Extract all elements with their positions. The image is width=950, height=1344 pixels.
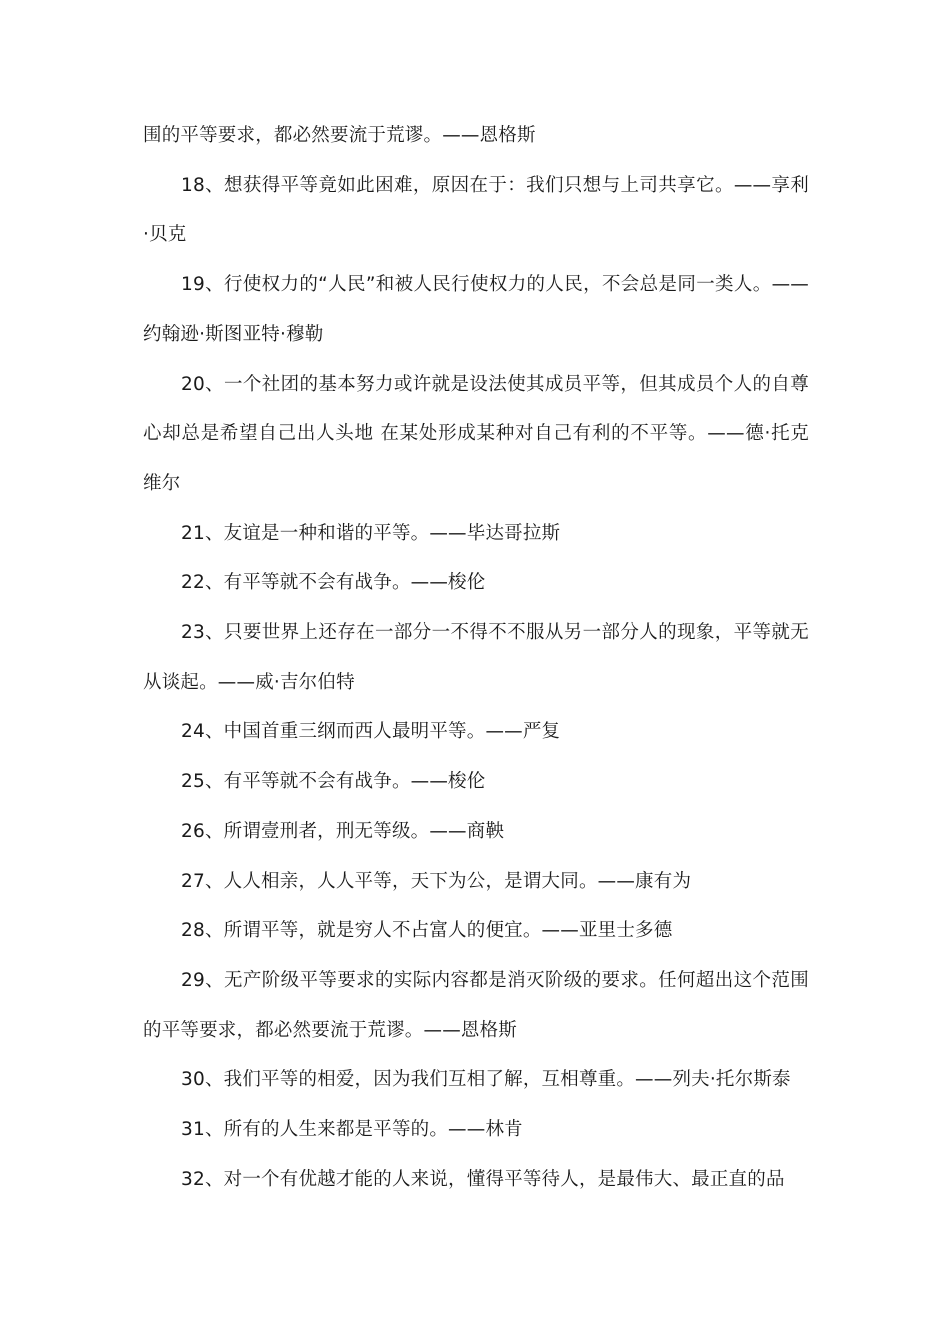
quote-item-25: 25、有平等就不会有战争。——梭伦 bbox=[181, 771, 486, 793]
quote-item-28: 28、所谓平等，就是穷人不占富人的便宜。——亚里士多德 bbox=[181, 920, 673, 942]
quote-item-31: 31、所有的人生来都是平等的。——林肯 bbox=[181, 1119, 523, 1141]
document-body bbox=[143, 111, 809, 1204]
paragraph-continuation: 围的平等要求，都必然要流于荒谬。——恩格斯 bbox=[143, 125, 536, 146]
quote-item-21: 21、友谊是一种和谐的平等。——毕达哥拉斯 bbox=[181, 522, 561, 544]
quote-item-20: 20、一个社团的基本努力或许就是设法使其成员平等，但其成员个人的自尊心却总是希望自己出人头地 在某处形成某种对自己有利的不平等。——德·托克维尔 bbox=[143, 373, 809, 494]
quote-item-29: 29、无产阶级平等要求的实际内容都是消灭阶级的要求。任何超出这个范围的平等要求，都必然要流于荒谬。——恩格斯 bbox=[143, 969, 809, 1041]
quote-item-19: 19、行使权力的“人民”和被人民行使权力的人民，不会总是同一类人。——约翰逊·斯图亚特·穆勒 bbox=[143, 274, 809, 345]
quote-item-18: 18、想获得平等竟如此困难，原因在于：我们只想与上司共享它。——享利·贝克 bbox=[143, 174, 809, 246]
quote-item-30: 30、我们平等的相爱，因为我们互相了解，互相尊重。——列夫·托尔斯泰 bbox=[181, 1069, 791, 1091]
quote-item-23: 23、只要世界上还存在一部分一不得不不服从另一部分人的现象，平等就无从谈起。——威·吉尔伯特 bbox=[143, 622, 809, 693]
quote-item-22: 22、有平等就不会有战争。——梭伦 bbox=[181, 572, 486, 594]
quote-item-32: 32、对一个有优越才能的人来说，懂得平等待人，是最伟大、最正直的品 bbox=[181, 1168, 785, 1190]
quote-item-27: 27、人人相亲，人人平等，天下为公，是谓大同。——康有为 bbox=[181, 870, 692, 892]
quote-item-24: 24、中国首重三纲而西人最明平等。——严复 bbox=[181, 721, 561, 743]
quote-item-26: 26、所谓壹刑者，刑无等级。——商鞅 bbox=[181, 820, 505, 842]
